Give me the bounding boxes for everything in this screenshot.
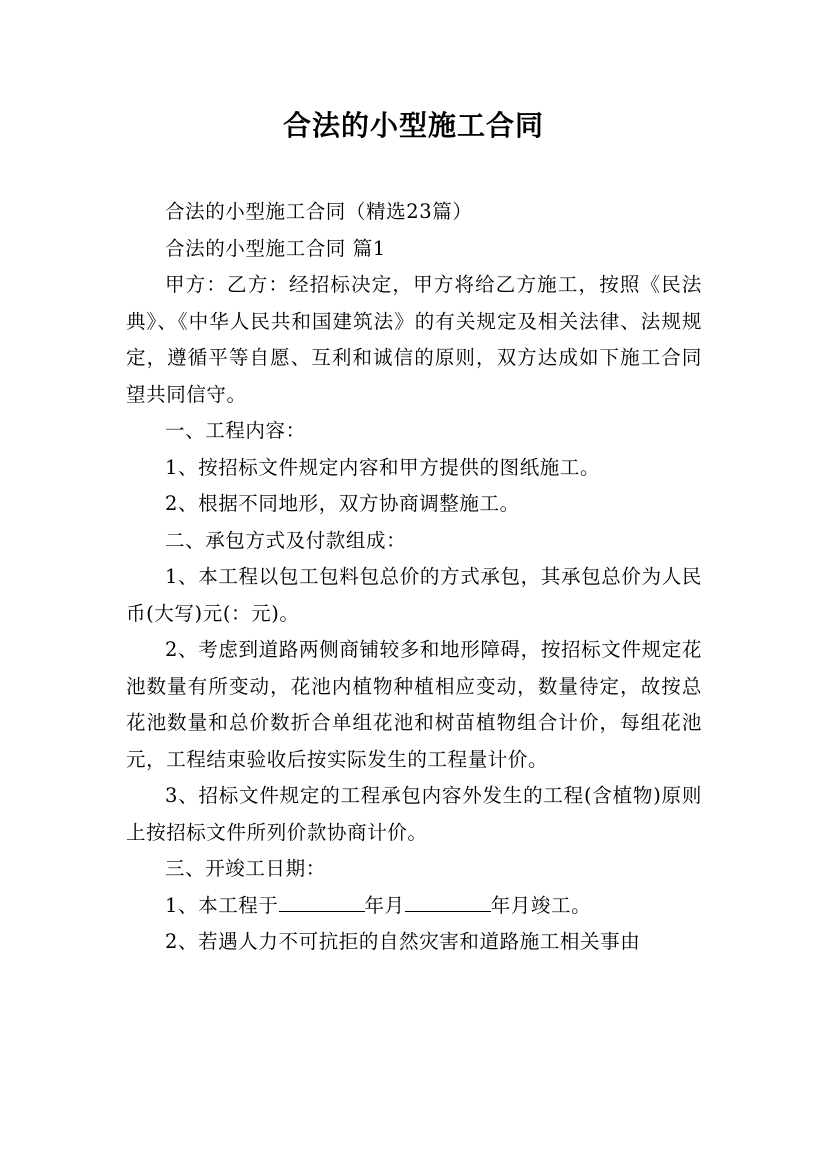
document-body bbox=[126, 194, 702, 961]
paragraph-heading-scope: 一、工程内容： bbox=[165, 419, 306, 442]
paragraph-schedule-1 bbox=[126, 888, 702, 925]
paragraph-schedule-2: 2、若遇人力不可抗拒的自然灾害和道路施工相关事由 bbox=[165, 930, 641, 953]
paragraph-heading-payment: 二、承包方式及付款组成： bbox=[165, 528, 407, 552]
paragraph-section-heading: 合法的小型施工合同 篇1 bbox=[165, 236, 386, 260]
paragraph-subtitle: 合法的小型施工合同（精选23篇） bbox=[165, 200, 473, 223]
schedule-prefix: 1、本工程于 bbox=[165, 893, 279, 917]
end-date-blank bbox=[405, 893, 491, 912]
paragraph-payment-1: 1、本工程以包工包料包总价的方式承包，其承包总价为人民币(大写)元(：元)。 bbox=[126, 565, 702, 625]
start-date-blank bbox=[279, 893, 365, 912]
document-title: 合法的小型施工合同 bbox=[282, 109, 544, 142]
paragraph-payment-2: 2、考虑到道路两侧商铺较多和地形障碍，按招标文件规定花池数量有所变动，花池内植物种植相应变动，数量待定，故按总花池数量和总价数折合单组花池和树苗植物组合计价，每组花池 元，工程结束验收后按实际发生的工程量计价。 bbox=[126, 638, 702, 771]
paragraph-scope-1: 1、按招标文件规定内容和甲方提供的图纸施工。 bbox=[165, 455, 601, 479]
schedule-middle: 年月 bbox=[364, 893, 405, 917]
paragraph-scope-2: 2、根据不同地形，双方协商调整施工。 bbox=[165, 492, 520, 515]
paragraph-payment-3: 3、招标文件规定的工程承包内容外发生的工程(含植物)原则上按招标文件所列价款协商计价。 bbox=[126, 784, 702, 844]
paragraph-preamble: 甲方：乙方：经招标决定，甲方将给乙方施工，按照《民法典》、《中华人民共和国建筑法》的有关规定及相关法律、法规规定，遵循平等自愿、互利和诚信的原则，双方达成如下施工合同望共同信守。 bbox=[126, 273, 702, 406]
paragraph-heading-schedule: 三、开竣工日期： bbox=[165, 857, 326, 880]
schedule-suffix: 年月竣工。 bbox=[490, 893, 592, 917]
